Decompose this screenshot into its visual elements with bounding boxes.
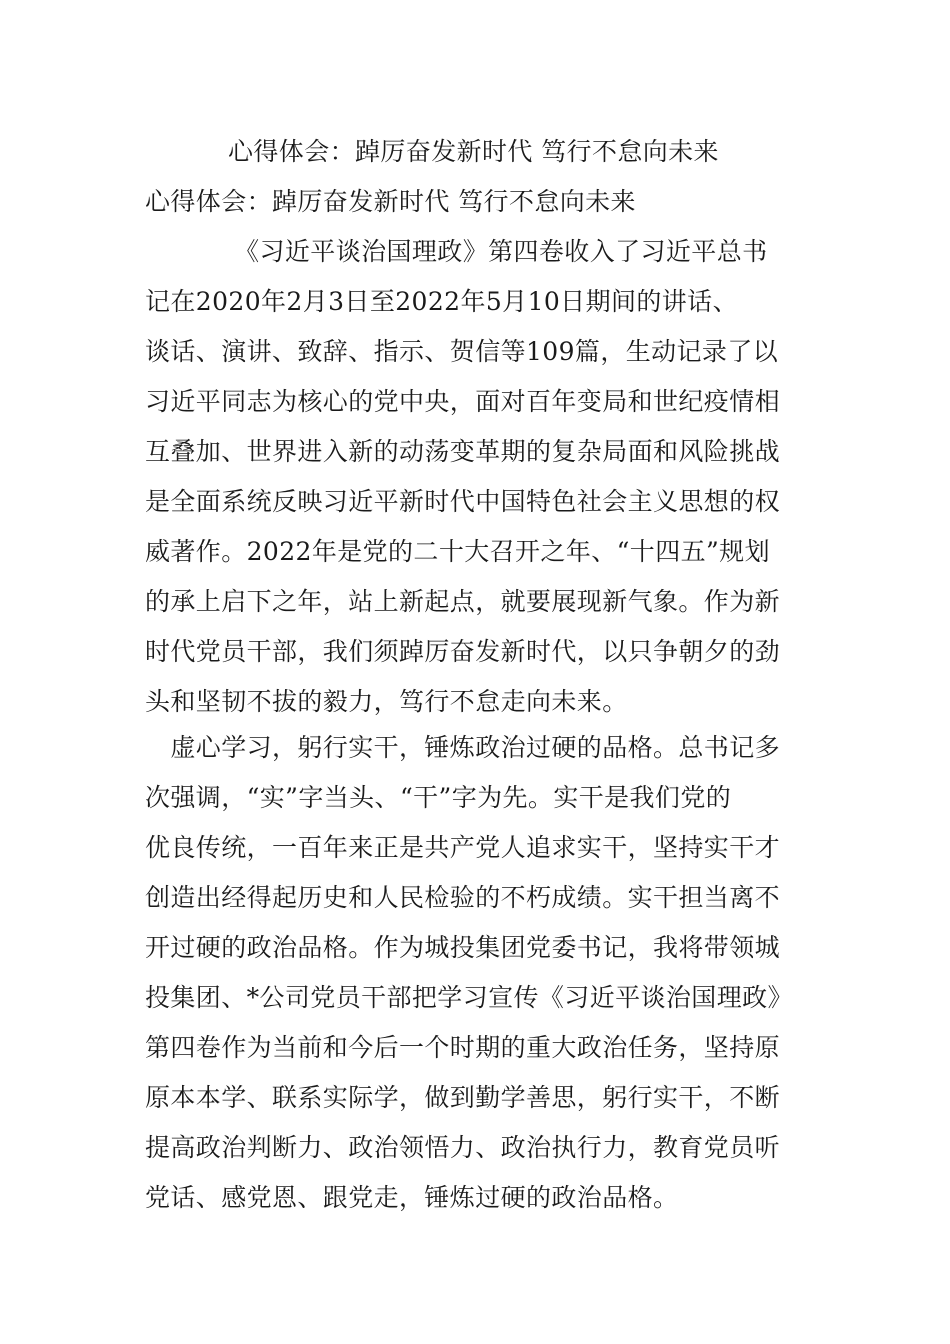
paragraph-line: 时代党员干部，我们须踔厉奋发新时代，以只争朝夕的劲 [145,637,781,666]
paragraph-line: 头和坚韧不拔的毅力，笃行不怠走向未来。 [145,687,628,716]
paragraph-line: 谈话、演讲、致辞、指示、贺信等109篇，生动记录了以 [145,337,779,366]
paragraph-line: 投集团、*公司党员干部把学习宣传《习近平谈治国理政》 [145,983,793,1012]
paragraph-line: 互叠加、世界进入新的动荡变革期的复杂局面和风险挑战 [145,437,781,466]
paragraph-line: 次强调，“实”字当头、“干”字为先。实干是我们党的 [145,783,732,812]
paragraph-line: 党话、感党恩、跟党走，锤炼过硬的政治品格。 [145,1183,679,1212]
document-subtitle: 心得体会：踔厉奋发新时代 笃行不怠向未来 [145,187,636,216]
paragraph-line: 威著作。2022年是党的二十大召开之年、“十四五”规划 [145,537,770,566]
paragraph-line: 优良传统，一百年来正是共产党人追求实干，坚持实干才 [145,833,781,862]
paragraph-line: 创造出经得起历史和人民检验的不朽成绩。实干担当离不 [145,883,781,912]
paragraph-line: 习近平同志为核心的党中央，面对百年变局和世纪疫情相 [145,387,781,416]
paragraph-line: 原本本学、联系实际学，做到勤学善思，躬行实干，不断 [145,1083,781,1112]
paragraph-line: 提高政治判断力、政治领悟力、政治执行力，教育党员听 [145,1133,781,1162]
paragraph-line: 的承上启下之年，站上新起点，就要展现新气象。作为新 [145,587,781,616]
paragraph-2 [145,723,815,1223]
document-title: 心得体会：踔厉奋发新时代 笃行不怠向未来 [228,137,719,166]
paragraph-1 [145,227,815,727]
paragraph-line: 记在2020年2月3日至2022年5月10日期间的讲话、 [145,287,738,316]
paragraph-line: 第四卷作为当前和今后一个时期的重大政治任务，坚持原 [145,1033,781,1062]
paragraph-line: 开过硬的政治品格。作为城投集团党委书记，我将带领城 [145,933,781,962]
paragraph-line: 是全面系统反映习近平新时代中国特色社会主义思想的权 [145,487,781,516]
paragraph-line: 虚心学习，躬行实干，锤炼政治过硬的品格。总书记多 [145,733,781,762]
paragraph-line: 《习近平谈治国理政》第四卷收入了习近平总书 [145,237,768,266]
